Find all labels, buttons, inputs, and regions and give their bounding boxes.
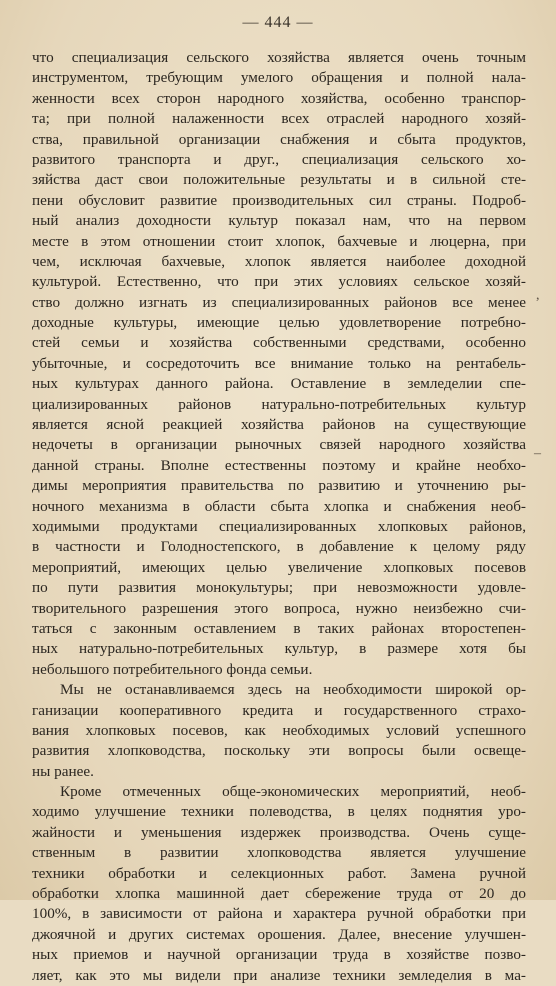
text-line: ходимыми продуктами специализированных хлопковых районов, (32, 517, 526, 535)
text-line: месте в этом отношении стоит хлопок, бахчевые и люцерна, при (32, 232, 526, 250)
text-line: ных натурально-потребительных культур, в размере хотя бы (32, 640, 526, 658)
text-line: Мы не останавливаемся здесь на необходимости широкой ор- (60, 681, 526, 699)
text-line: женности всех сторон народного хозяйства, особенно транспор- (32, 89, 526, 107)
text-line: чем, исключая бахчевые, хлопок является наиболее доходной (32, 252, 526, 270)
text-line: небольшого потребительного фонда семьи. (32, 660, 313, 678)
text-line: доходные культуры, имеющие целью удовлетворение потребно- (32, 314, 526, 332)
text-line: техники обработки и селекционных работ. Замена ручной (32, 864, 526, 882)
text-line: ходимо улучшение техники полеводства, в целях поднятия уро- (32, 803, 526, 821)
text-line: творительного разрешения этого вопроса, нужно неизбежно счи- (32, 599, 526, 617)
text-line: пени обусловит развитие производительных сил страны. Подроб- (32, 191, 526, 209)
page-number: — 444 — (242, 14, 314, 31)
text-line: в частности и Голодностепского, в добавление к целому ряду (32, 538, 526, 556)
text-line: ны ранее. (32, 762, 94, 780)
text-line: ный анализ доходности культур показал нам, что на первом (32, 212, 526, 230)
margin-mark: , (536, 288, 540, 303)
text-line: по пути развития монокультуры; при невозможности удовле- (32, 579, 526, 597)
text-line: ственным в развитии хлопководства является улучшение (32, 844, 526, 862)
text-line: что специализация сельского хозяйства является очень точным (32, 49, 526, 66)
text-line: инструментом, требующим умелого обращения и полной нала- (32, 69, 526, 87)
text-line: ночного механизма в области сбыта хлопка и снабжения необ- (32, 497, 526, 515)
text-line: вания хлопковых посевов, как необходимых условий успешного (32, 721, 526, 739)
text-line: ства, правильной организации снабжения и сбыта продуктов, (32, 130, 526, 148)
text-line: развития хлопководства, поскольку эти вопросы были освеще- (32, 742, 526, 760)
text-line: зяйства даст свои положительные результаты и в сильной сте- (32, 171, 526, 189)
paragraph-1 (32, 48, 526, 680)
text-line: димы мероприятия правительства по развитию и уточнению ры- (32, 477, 526, 495)
text-line: культурой. Естественно, что при этих условиях сельское хозяй- (32, 273, 526, 291)
text-line: ных приемов и научной организации труда в хозяйстве позво- (32, 946, 526, 964)
text-line: мероприятий, имеющих целью увеличение хлопковых посевов (32, 558, 526, 576)
text-line: джоячной и других системах орошения. Далее, внесение улучшен- (32, 925, 526, 943)
text-line: обработки хлопка машинной дает сбережение труда от 20 до (32, 885, 526, 903)
text-line: жайности и уменьшения издержек производства. Очень суще- (32, 823, 526, 841)
text-line: та; при полной налаженности всех отраслей народного хозяй- (32, 110, 526, 128)
body-text (32, 48, 526, 986)
text-line: данной страны. Вполне естественны поэтому и крайне необхо- (32, 456, 526, 474)
text-line: ляет, как это мы видели при анализе техники земледелия в ма- (32, 966, 526, 984)
text-line: убыточные, и сосредоточить все внимание только на рентабель- (32, 354, 526, 372)
text-line: ных культурах данного района. Оставление в земледелии спе- (32, 375, 526, 393)
margin-mark: – (534, 446, 541, 461)
text-line: является ясной реакцией хозяйства районов на существующие (32, 416, 526, 434)
text-line: циализированных районов натурально-потребительных культур (32, 395, 526, 413)
text-line: недочеты в организации рыночных связей народного хозяйства (32, 436, 526, 454)
text-line: таться с законным оставлением в таких районах второстепен- (32, 619, 526, 637)
text-line: стей семьи и хозяйства собственными средствами, особенно (32, 334, 526, 352)
text-line: 100%, в зависимости от района и характера ручной обработки при (32, 905, 526, 923)
text-line: Кроме отмеченных обще-экономических мероприятий, необ- (60, 783, 526, 801)
text-line: развитого транспорта и друг., специализация сельского хо- (32, 150, 526, 168)
paragraph-2 (32, 680, 526, 782)
text-line: ганизации кооперативного кредита и государственного страхо- (32, 701, 526, 719)
paragraph-3 (32, 782, 526, 986)
text-line: ство должно изгнать из специализированных районов все менее (32, 293, 526, 311)
